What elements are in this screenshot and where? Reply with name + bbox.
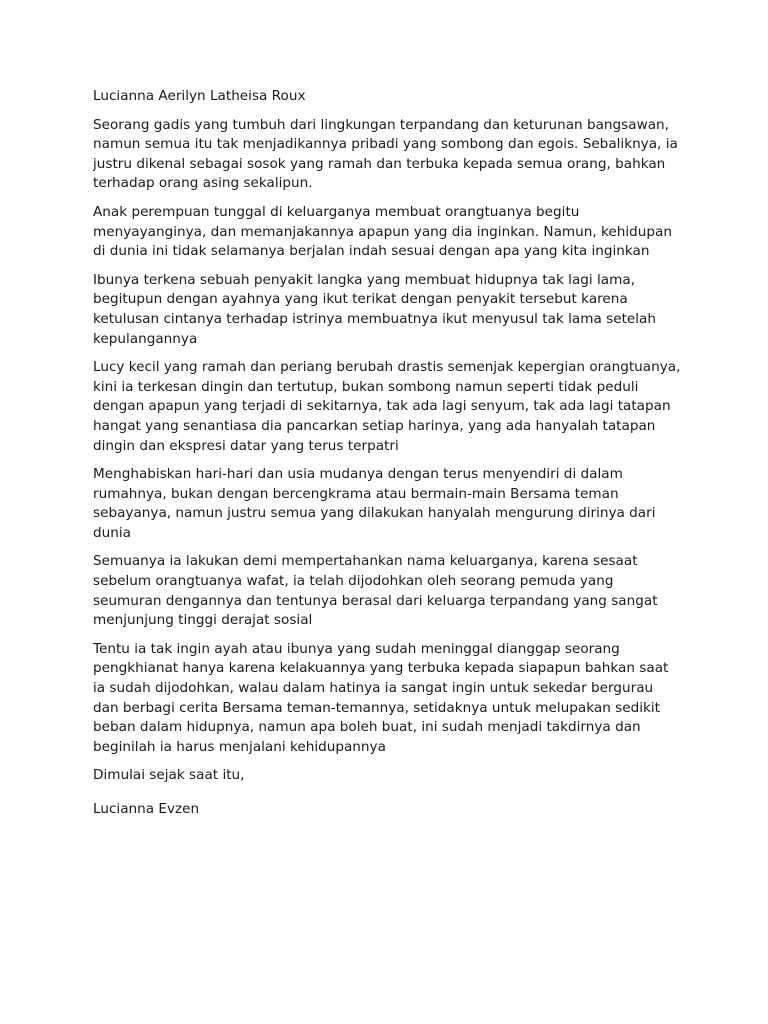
document-body [93, 87, 683, 786]
paragraph-7: Tentu ia tak ingin ayah atau ibunya yang sudah meninggal dianggap seorang pengkhianat hanya karena kelakuannya yang terbuka kepada siapapun bahkan saat ia sudah dijodohkan, walau dalam hatinya ia sangat ingin untuk sekedar bergurau dan berbagi cerita Bersama teman-temannya, setidaknya untuk melupakan sedikit beban dalam hidupnya, namun apa boleh buat, ini sudah menjadi takdirnya dan beginilah ia harus menjalani kehidupannya [93, 640, 669, 755]
paragraph-3: Ibunya terkena sebuah penyakit langka yang membuat hidupnya tak lagi lama, begitupun dengan ayahnya yang ikut terikat dengan penyakit tersebut karena ketulusan cintanya terhadap istrinya membuatnya ikut menyusul tak lama setelah kepulangannya [93, 271, 656, 347]
document-title: Lucianna Aerilyn Latheisa Roux [93, 88, 306, 104]
paragraph-6: Semuanya ia lakukan demi mempertahankan nama keluarganya, karena sesaat sebelum orangtuanya wafat, ia telah dijodohkan oleh seorang pemuda yang seumuran dengannya dan tentunya berasal dari keluarga terpandang yang sangat menjunjung tinggi derajat sosial [93, 553, 658, 629]
signature-name: Lucianna Evzen [93, 801, 200, 817]
paragraph-4: Lucy kecil yang ramah dan periang berubah drastis semenjak kepergian orangtuanya, kini ia terkesan dingin dan tertutup, bukan sombong namun seperti tidak peduli dengan apapun yang terjadi di sekitarnya, tak ada lagi senyum, tak ada lagi tatapan hangat yang senantiasa dia pancarkan setiap harinya, yang ada hanyalah tatapan dingin dan ekspresi datar yang terus terpatri [93, 359, 681, 454]
paragraph-2: Anak perempuan tunggal di keluarganya membuat orangtuanya begitu menyayanginya, dan memanjakannya apapun yang dia inginkan. Namun, kehidupan di dunia ini tidak selamanya berjalan indah sesuai dengan apa yang kita inginkan [93, 203, 672, 260]
paragraph-5: Menghabiskan hari-hari dan usia mudanya dengan terus menyendiri di dalam rumahnya, bukan dengan bercengkrama atau bermain-main Bersama teman sebayanya, namun justru semua yang dilakukan hanyalah mengurung dirinya dari dunia [93, 466, 656, 541]
closing-line: Dimulai sejak saat itu, [93, 767, 245, 784]
paragraph-1: Seorang gadis yang tumbuh dari lingkungan terpandang dan keturunan bangsawan, namun semua itu tak menjadikannya pribadi yang sombong dan egois. Sebaliknya, ia justru dikenal sebagai sosok yang ramah dan terbuka kepada semua orang, bahkan terhadap orang asing sekalipun. [93, 116, 678, 192]
